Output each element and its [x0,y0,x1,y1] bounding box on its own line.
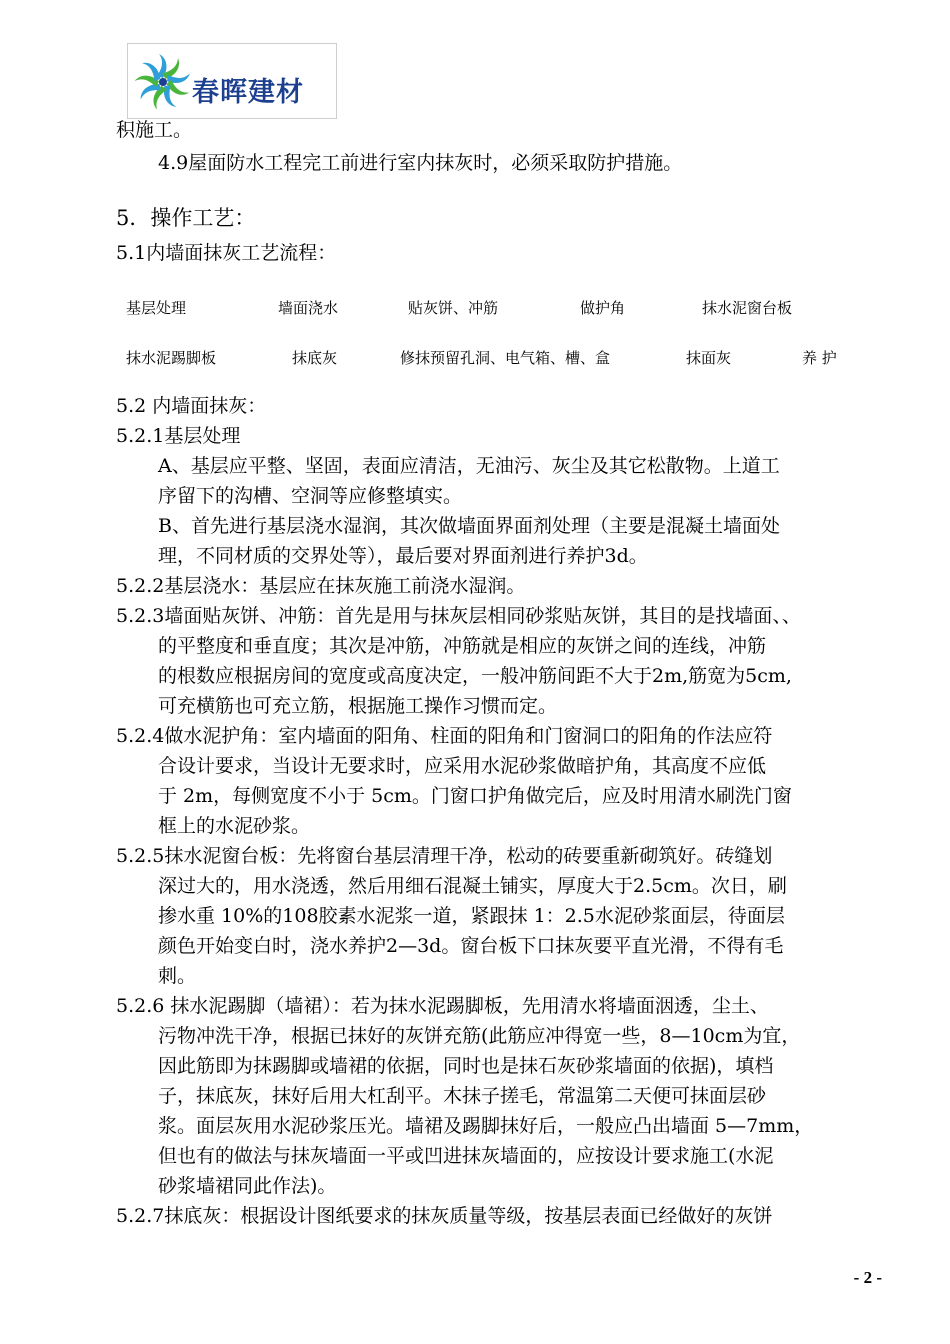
body-line: B、首先进行基层浇水湿润，其次做墙面界面剂处理（主要是混凝土墙面处 [158,515,780,537]
body-line: A、基层应平整、坚固，表面应清洁，无油污、灰尘及其它松散物。上道工 [158,455,780,477]
body-line: 5.2.2基层浇水：基层应在抹灰施工前浇水湿润。 [116,575,526,597]
body-line: 因此筋即为抹踢脚或墙裙的依据，同时也是抹石灰砂浆墙面的依据)，填档 [158,1055,774,1077]
intro-line: 4.9屋面防水工程完工前进行室内抹灰时，必须采取防护措施。 [158,152,683,174]
flow-step: 基层处理 [126,299,187,317]
body-line: 颜色开始变白时，浇水养护2—3d。窗台板下口抹灰要平直光滑，不得有毛 [158,935,784,957]
body-line: 子，抹底灰，抹好后用大杠刮平。木抹子搓毛，常温第二天便可抹面层砂 [158,1085,767,1107]
body-line: 5.2.1基层处理 [116,425,241,447]
flow-step: 贴灰饼、冲筋 [408,299,499,317]
body-line: 序留下的沟槽、空洞等应修整填实。 [158,485,463,507]
body-line: 刺。 [158,965,197,987]
body-line: 理，不同材质的交界处等），最后要对界面剂进行养护3d。 [158,545,648,567]
flow-step: 修抹预留孔洞、电气箱、槽、盒 [400,349,611,367]
body-line: 5.2.6 抹水泥踢脚（墙裙）：若为抹水泥踢脚板，先用清水将墙面洇透，尘土、 [116,995,769,1017]
section-heading: 5．操作工艺： [116,206,256,230]
company-logo [127,43,337,119]
body-line: 5.2.3墙面贴灰饼、冲筋：首先是用与抹灰层相同砂浆贴灰饼，其目的是找墙面、、 [116,605,801,627]
body-line: 5.2.7抹底灰：根据设计图纸要求的抹灰质量等级，按基层表面已经做好的灰饼 [116,1205,773,1227]
flow-step: 抹面灰 [686,349,732,367]
body-line: 合设计要求，当设计无要求时，应采用水泥砂浆做暗护角，其高度不应低 [158,755,767,777]
body-line: 框上的水泥砂浆。 [158,815,311,837]
body-line: 于 2m，每侧宽度不小于 5cm。门窗口护角做完后，应及时用清水刷洗门窗 [158,785,792,807]
logo-text: 春晖建材 [192,77,304,108]
flow-step: 抹水泥踢脚板 [126,349,217,367]
body-line: 5.2.4做水泥护角：室内墙面的阳角、柱面的阳角和门窗洞口的阳角的作法应符 [116,725,773,747]
flow-step: 做护角 [580,299,626,317]
body-line: 5.2 内墙面抹灰： [116,395,267,417]
body-line: 砂浆墙裙同此作法)。 [158,1175,337,1197]
pinwheel-logo-icon [132,50,194,114]
body-line: 深过大的，用水浇透，然后用细石混凝土铺实，厚度大于2.5cm。次日，刷 [158,875,787,897]
body-line: 浆。面层灰用水泥砂浆压光。墙裙及踢脚抹好后，一般应凸出墙面 5—7mm， [158,1115,814,1137]
subsection-heading: 5.1内墙面抹灰工艺流程： [116,242,337,264]
intro-line: 积施工。 [116,119,193,141]
body-line: 的根数应根据房间的宽度或高度决定，一般冲筋间距不大于2m,筋宽为5cm, [158,665,792,687]
flow-step: 养 护 [802,349,837,367]
body-line: 可充横筋也可充立筋，根据施工操作习惯而定。 [158,695,558,717]
body-line: 5.2.5抹水泥窗台板：先将窗台基层清理干净，松动的砖要重新砌筑好。砖缝划 [116,845,773,867]
body-line: 掺水重 10%的108胶素水泥浆一道，紧跟抹 1：2.5水泥砂浆面层，待面层 [158,905,785,927]
flow-step: 抹水泥窗台板 [702,299,793,317]
body-line: 污物冲洗干净，根据已抹好的灰饼充筋(此筋应冲得宽一些，8—10cm为宜， [158,1025,801,1047]
body-line: 但也有的做法与抹灰墙面一平或凹进抹灰墙面的，应按设计要求施工(水泥 [158,1145,774,1167]
flow-step: 墙面浇水 [278,299,339,317]
page-number: - 2 - [853,1268,882,1287]
body-line: 的平整度和垂直度；其次是冲筋，冲筋就是相应的灰饼之间的连线，冲筋 [158,635,767,657]
flow-step: 抹底灰 [292,349,338,367]
